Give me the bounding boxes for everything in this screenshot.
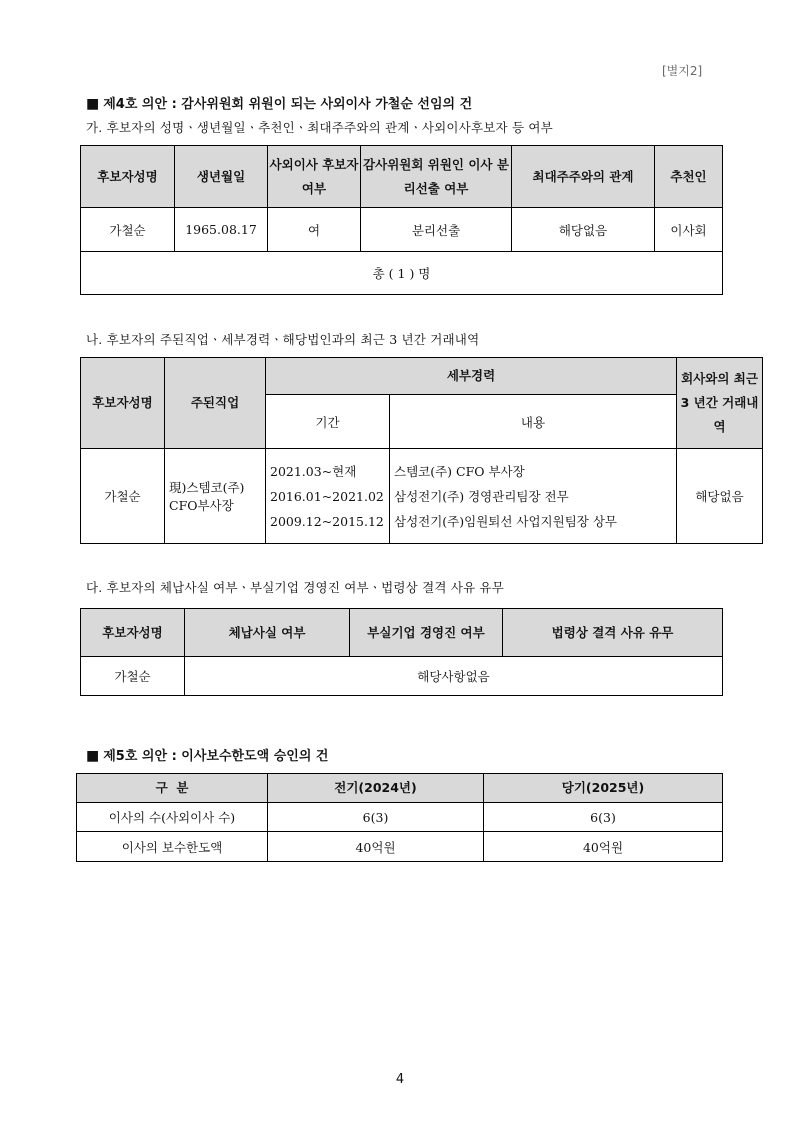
col-b-transactions: 회사와의 최근 3 년간 거래내역 <box>677 358 763 449</box>
annex-label: [별지2] <box>662 64 703 78</box>
section4-title <box>86 93 472 112</box>
col-c-legal-disqualification: 법령상 결격 사유 유무 <box>503 609 723 657</box>
col-c-candidate-name: 후보자성명 <box>81 609 185 657</box>
cell-pay-limit-label: 이사의 보수한도액 <box>77 832 268 862</box>
cell-pay-limit-prev: 40억원 <box>268 832 484 862</box>
career-content: 스템코(주) CFO 부사장 <box>394 463 525 479</box>
col-recommender: 추천인 <box>655 146 723 208</box>
col-previous-period: 전기(2024년) <box>268 774 484 803</box>
career-content: 삼성전기(주)임원퇴선 사업지원팀장 상무 <box>394 513 617 529</box>
career-table <box>80 357 763 544</box>
cell-b-name: 가철순 <box>81 449 165 544</box>
page-number: 4 <box>395 1072 405 1087</box>
career-period: 2021.03~현재 <box>270 463 357 479</box>
col-outside-director: 사외이사 후보자여부 <box>268 146 361 208</box>
col-birth-date: 생년월일 <box>175 146 268 208</box>
part-c-subtitle: 다. 후보자의 체납사실 여부ㆍ부실기업 경영진 여부ㆍ법령상 결격 사유 유무 <box>86 580 505 595</box>
career-period: 2016.01~2021.02 <box>270 488 384 504</box>
col-separate-election: 감사위원회 위원인 이사 분리선출 여부 <box>361 146 512 208</box>
col-b-main-job: 주된직업 <box>165 358 266 449</box>
cell-relation: 해당없음 <box>512 208 655 252</box>
col-b-career: 세부경력 <box>266 358 677 395</box>
cell-director-count-prev: 6(3) <box>268 803 484 832</box>
cell-pay-limit-curr: 40억원 <box>484 832 723 862</box>
part-a-subtitle: 가. 후보자의 성명ㆍ생년월일ㆍ추천인ㆍ최대주주와의 관계ㆍ사외이사후보자 등 여부 <box>86 120 553 135</box>
col-current-period: 당기(2025년) <box>484 774 723 803</box>
col-b-content: 내용 <box>390 395 677 449</box>
cell-b-job: 現)스템코(주) CFO부사장 <box>165 449 266 544</box>
col-b-period: 기간 <box>266 395 390 449</box>
cell-b-transactions: 해당없음 <box>677 449 763 544</box>
col-b-candidate-name: 후보자성명 <box>81 358 165 449</box>
career-content: 삼성전기(주) 경영관리팀장 전무 <box>394 488 569 504</box>
cell-c-name: 가철순 <box>81 657 185 696</box>
section4-title-text: 제4호 의안 : 감사위원회 위원이 되는 사외이사 가철순 선임의 건 <box>103 97 473 112</box>
cell-birth: 1965.08.17 <box>175 208 268 252</box>
total-count: 총 ( 1 ) 명 <box>81 252 723 295</box>
cell-director-count-curr: 6(3) <box>484 803 723 832</box>
cell-recommender: 이사회 <box>655 208 723 252</box>
remuneration-table <box>76 773 723 862</box>
disqualification-table <box>80 608 723 696</box>
candidate-info-table <box>80 145 723 295</box>
part-b-subtitle: 나. 후보자의 주된직업ㆍ세부경력ㆍ해당법인과의 최근 3 년간 거래내역 <box>86 332 480 347</box>
section5-title <box>86 745 328 764</box>
cell-separate: 분리선출 <box>361 208 512 252</box>
career-period: 2009.12~2015.12 <box>270 513 384 529</box>
cell-name: 가철순 <box>81 208 175 252</box>
col-c-insolvent-mgmt: 부실기업 경영진 여부 <box>350 609 503 657</box>
cell-b-periods <box>266 449 390 544</box>
cell-b-contents <box>390 449 677 544</box>
square-bullet-icon: ■ <box>86 96 100 112</box>
cell-c-value: 해당사항없음 <box>185 657 723 696</box>
col-category: 구 분 <box>77 774 268 803</box>
cell-director-count-label: 이사의 수(사외이사 수) <box>77 803 268 832</box>
col-candidate-name: 후보자성명 <box>81 146 175 208</box>
cell-outside: 여 <box>268 208 361 252</box>
col-shareholder-relation: 최대주주와의 관계 <box>512 146 655 208</box>
col-c-tax-delinquency: 체납사실 여부 <box>185 609 350 657</box>
section5-title-text: 제5호 의안 : 이사보수한도액 승인의 건 <box>103 749 329 764</box>
square-bullet-icon: ■ <box>86 748 100 764</box>
